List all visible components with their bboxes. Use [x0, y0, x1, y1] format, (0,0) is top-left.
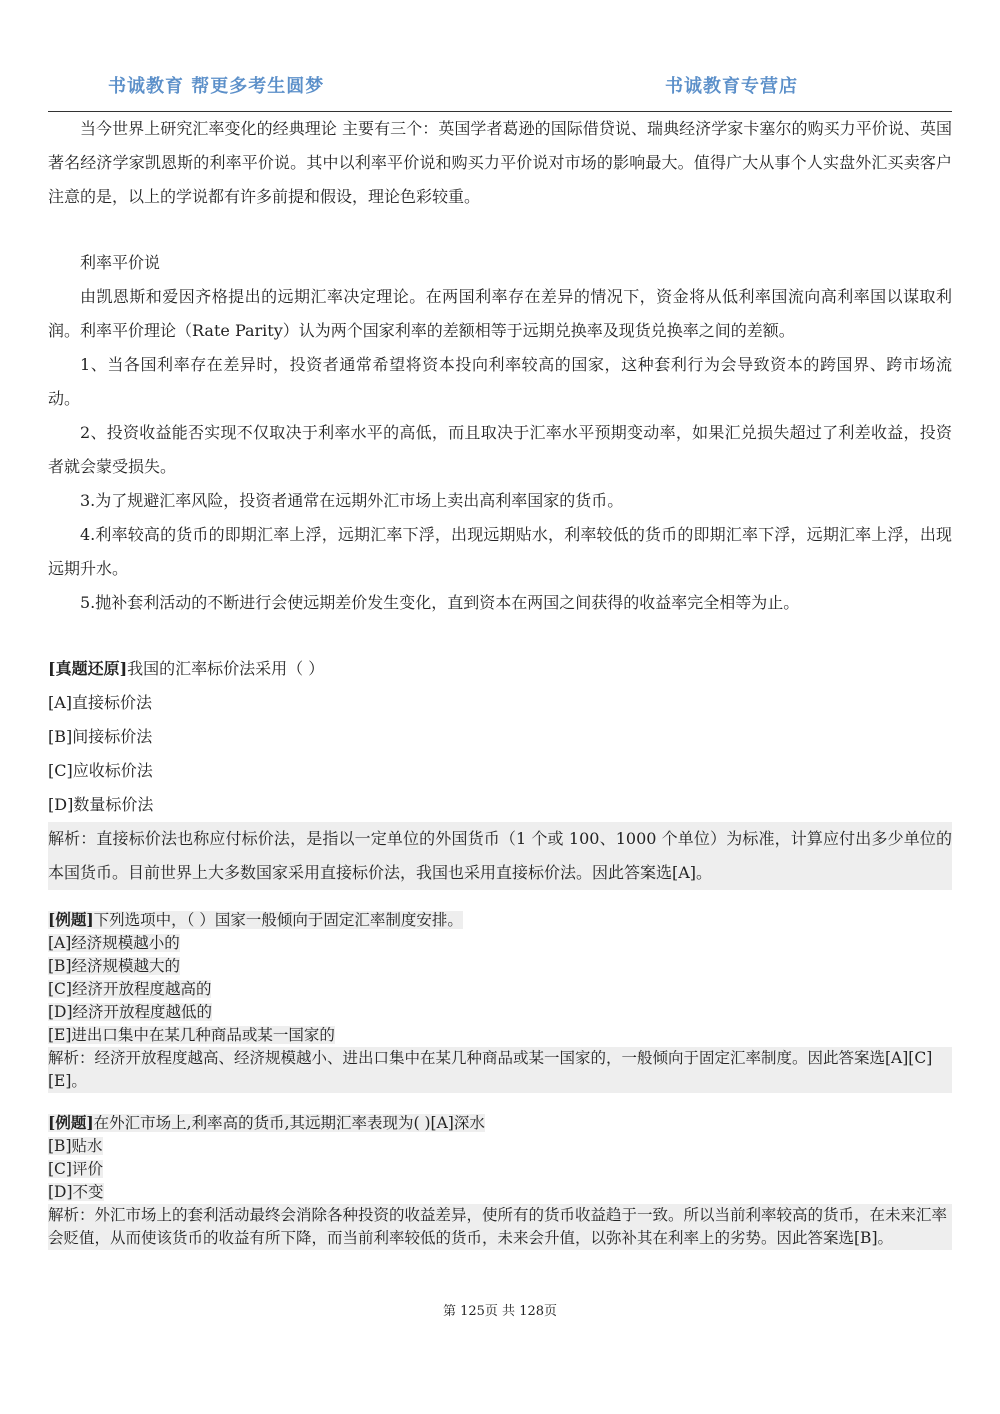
question-3-stem: [48, 1111, 952, 1135]
section-description: 由凯恩斯和爱因齐格提出的远期汇率决定理论。在两国利率存在差异的情况下，资金将从低利率国流向高利率国以谋取利润。利率平价理论（Rate Parity）认为两个国家利率的差额相等于远期兑换率及现货兑换率之间的差额。: [48, 287, 952, 340]
point-item: 1、当各国利率存在差异时，投资者通常希望将资本投向利率较高的国家，这种套利行为会导致资本的跨国界、跨市场流动。: [48, 355, 952, 408]
question-2-option: [E]进出口集中在某几种商品或某一国家的: [48, 1026, 335, 1044]
question-2-option: [A]经济规模越小的: [48, 934, 180, 952]
intro-paragraph: 当今世界上研究汇率变化的经典理论 主要有三个：英国学者葛逊的国际借贷说、瑞典经济学家卡塞尔的购买力平价说、英国著名经济学家凯恩斯的利率平价说。其中以利率平价说和购买力平价说对市场的影响最大。值得广大从事个人实盘外汇买卖客户注意的是，以上的学说都有许多前提和假设，理论色彩较重。: [48, 119, 952, 206]
question-3-option: [B]贴水: [48, 1137, 103, 1155]
question-2-stem: [48, 908, 952, 932]
question-1-option: [A]直接标价法: [48, 693, 153, 712]
header-right-text: 书诚教育专营店: [665, 76, 798, 97]
header-left-text: 书诚教育 帮更多考生圆梦: [108, 76, 325, 97]
question-3-tag: [例题]: [48, 1113, 94, 1132]
point-item: 5.抛补套利活动的不断进行会使远期差价发生变化，直到资本在两国之间获得的收益率完全相等为止。: [80, 593, 800, 612]
question-2-text: 下列选项中，（ ）国家一般倾向于固定汇率制度安排。: [93, 911, 463, 929]
point-item: 4.利率较高的货币的即期汇率上浮，远期汇率下浮，出现远期贴水，利率较低的货币的即期汇率下浮，远期汇率上浮，出现远期升水。: [48, 525, 952, 578]
question-1-option: [C]应收标价法: [48, 761, 153, 780]
question-1-analysis: 解析：直接标价法也称应付标价法，是指以一定单位的外国货币（1 个或 100、1000 个单位）为标准，计算应付出多少单位的本国货币。目前世界上大多数国家采用直接标价法，我国也采用直接标价法。因此答案选[A]。: [48, 822, 952, 890]
question-2-option: [B]经济规模越大的: [48, 957, 180, 975]
question-3-option: [D]不变: [48, 1183, 104, 1201]
question-2-analysis: 解析：经济开放程度越高、经济规模越小、进出口集中在某几种商品或某一国家的，一般倾向于固定汇率制度。因此答案选[A][C][E]。: [48, 1047, 952, 1093]
question-1-text: 我国的汇率标价法采用（ ）: [127, 659, 325, 678]
question-1-stem: [48, 652, 952, 686]
section-title: 利率平价说: [80, 253, 161, 272]
point-item: 2、投资收益能否实现不仅取决于利率水平的高低，而且取决于汇率水平预期变动率，如果汇兑损失超过了利差收益，投资者就会蒙受损失。: [48, 423, 952, 476]
page-number-footer: 第 125页 共 128页: [442, 1304, 558, 1319]
document-body: [48, 112, 952, 1250]
question-1-option: [B]间接标价法: [48, 727, 153, 746]
question-3-text: 在外汇市场上,利率高的货币,其远期汇率表现为( )[A]深水: [93, 1114, 485, 1132]
question-2-option: [D]经济开放程度越低的: [48, 1003, 213, 1021]
question-1-option: [D]数量标价法: [48, 795, 154, 814]
question-2-option: [C]经济开放程度越高的: [48, 980, 212, 998]
question-1-tag: [真题还原]: [48, 659, 128, 678]
question-3-option: [C]评价: [48, 1160, 103, 1178]
question-3-analysis: 解析：外汇市场上的套利活动最终会消除各种投资的收益差异，使所有的货币收益趋于一致。所以当前利率较高的货币，在未来汇率会贬值，从而使该货币的收益有所下降，而当前利率较低的货币，未来会升值，以弥补其在利率上的劣势。因此答案选[B]。: [48, 1204, 952, 1250]
point-item: 3.为了规避汇率风险，投资者通常在远期外汇市场上卖出高利率国家的货币。: [80, 491, 624, 510]
question-2-tag: [例题]: [48, 910, 94, 929]
